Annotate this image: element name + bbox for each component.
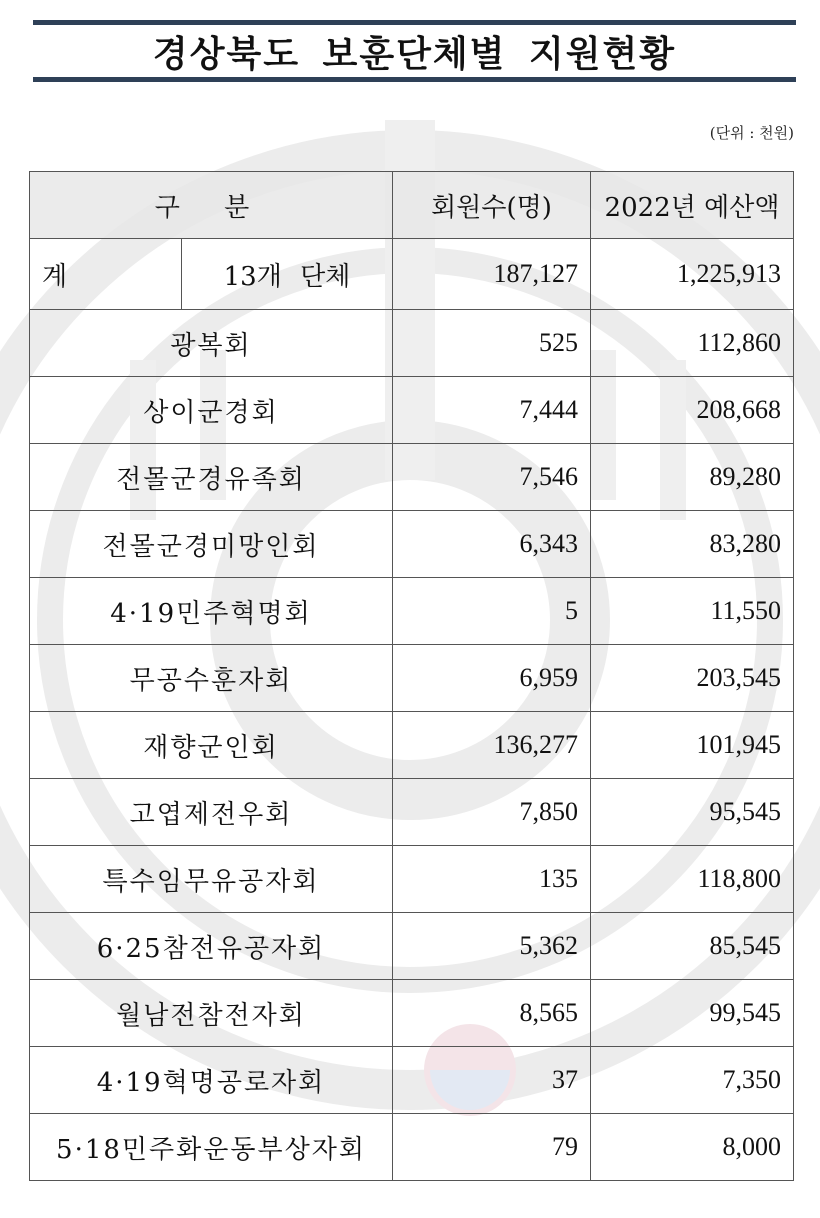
table-row: [30, 712, 794, 779]
org-name: 5·18민주화운동부상자회: [30, 1114, 393, 1181]
org-name: 4·19혁명공로자회: [30, 1047, 393, 1114]
support-table: [29, 171, 794, 1181]
table-row: [30, 980, 794, 1047]
org-members: 8,565: [393, 980, 591, 1047]
total-members: 187,127: [393, 239, 591, 310]
org-members: 79: [393, 1114, 591, 1181]
header-budget: 2022년 예산액: [591, 172, 794, 239]
table-row: [30, 846, 794, 913]
org-members: 5,362: [393, 913, 591, 980]
table-row: [30, 578, 794, 645]
total-row: [30, 239, 794, 310]
table-row: [30, 1114, 794, 1181]
org-members: 7,546: [393, 444, 591, 511]
org-budget: 208,668: [591, 377, 794, 444]
org-budget: 118,800: [591, 846, 794, 913]
org-budget: 7,350: [591, 1047, 794, 1114]
org-members: 525: [393, 310, 591, 377]
total-budget: 1,225,913: [591, 239, 794, 310]
table-row: [30, 511, 794, 578]
org-members: 37: [393, 1047, 591, 1114]
table-header-row: [30, 172, 794, 239]
org-budget: 85,545: [591, 913, 794, 980]
table-row: [30, 779, 794, 846]
org-members: 5: [393, 578, 591, 645]
org-name: 특수임무유공자회: [30, 846, 393, 913]
org-members: 7,444: [393, 377, 591, 444]
org-name: 무공수훈자회: [30, 645, 393, 712]
org-budget: 101,945: [591, 712, 794, 779]
table-row: [30, 645, 794, 712]
header-category: 구 분: [30, 172, 393, 239]
org-budget: 99,545: [591, 980, 794, 1047]
org-name: 4·19민주혁명회: [30, 578, 393, 645]
title-bar: [33, 20, 796, 82]
total-count: 13개 단체: [182, 239, 393, 310]
org-budget: 83,280: [591, 511, 794, 578]
org-name: 상이군경회: [30, 377, 393, 444]
org-budget: 95,545: [591, 779, 794, 846]
org-name: 고엽제전우회: [30, 779, 393, 846]
unit-label: (단위 : 천원): [709, 124, 794, 142]
org-name: 광복회: [30, 310, 393, 377]
table-row: [30, 1047, 794, 1114]
org-members: 6,343: [393, 511, 591, 578]
org-budget: 8,000: [591, 1114, 794, 1181]
header-members: 회원수(명): [393, 172, 591, 239]
table-row: [30, 444, 794, 511]
table-row: [30, 913, 794, 980]
org-members: 6,959: [393, 645, 591, 712]
org-budget: 89,280: [591, 444, 794, 511]
org-members: 135: [393, 846, 591, 913]
org-name: 재향군인회: [30, 712, 393, 779]
total-label: 계: [30, 239, 182, 310]
page-title: 경상북도 보훈단체별 지원현황: [152, 33, 677, 75]
org-members: 7,850: [393, 779, 591, 846]
org-budget: 11,550: [591, 578, 794, 645]
org-members: 136,277: [393, 712, 591, 779]
org-budget: 203,545: [591, 645, 794, 712]
org-name: 전몰군경미망인회: [30, 511, 393, 578]
org-name: 6·25참전유공자회: [30, 913, 393, 980]
table-row: [30, 310, 794, 377]
org-name: 전몰군경유족회: [30, 444, 393, 511]
org-budget: 112,860: [591, 310, 794, 377]
org-name: 월남전참전자회: [30, 980, 393, 1047]
table-row: [30, 377, 794, 444]
